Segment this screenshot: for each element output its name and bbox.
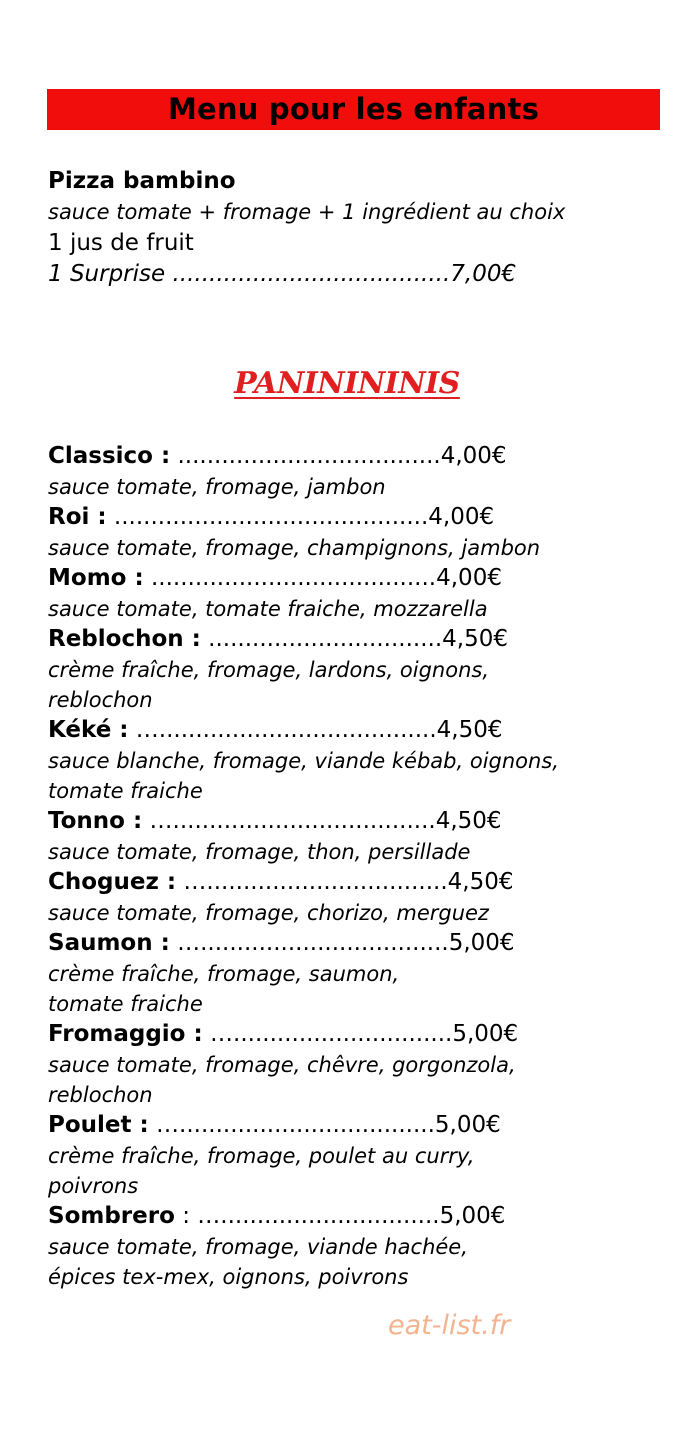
kids-menu-section xyxy=(48,166,668,290)
menu-item-price: …....................................4,50€ xyxy=(142,808,502,834)
menu-item xyxy=(48,715,678,746)
menu-item-price: ….................................4,50€ xyxy=(176,869,514,895)
menu-item xyxy=(48,563,678,594)
menu-item-name: Saumon : xyxy=(48,930,170,956)
menu-item xyxy=(48,502,678,533)
menu-item-description: sauce tomate, fromage, champignons, jambon xyxy=(48,536,541,560)
menu-item xyxy=(48,928,678,959)
menu-item-description: sauce blanche, fromage, viande kébab, oignons, xyxy=(48,749,559,773)
menu-item-name: Momo : xyxy=(48,565,144,591)
menu-item xyxy=(48,806,678,837)
menu-item xyxy=(48,624,678,655)
menu-item xyxy=(48,441,678,472)
menu-item-price: …..............................5,00€ xyxy=(202,1021,519,1047)
menu-item-price: …..................................5,00€ xyxy=(169,930,515,956)
menu-item xyxy=(48,1019,678,1050)
menu-item-description: sauce tomate, fromage, chêvre, gorgonzola, xyxy=(48,1053,516,1077)
menu-item-price: .......................................4,00€ xyxy=(143,565,502,591)
kids-menu-title: Menu pour les enfants xyxy=(167,92,540,126)
menu-item-description: sauce tomate, tomate fraiche, mozzarella xyxy=(48,597,488,621)
menu-item-description: poivrons xyxy=(48,1174,139,1198)
menu-item-price: …......................................4,50€ xyxy=(128,717,503,743)
kids-surprise-price: 1 Surprise ......................................7,00€ xyxy=(48,261,517,287)
kids-item-description: sauce tomate + fromage + 1 ingrédient au choix xyxy=(48,200,566,224)
menu-item-description: tomate fraiche xyxy=(48,992,203,1016)
menu-item-name: Fromaggio : xyxy=(48,1021,203,1047)
watermark: eat-list.fr xyxy=(388,1310,511,1341)
menu-item-name: Choguez : xyxy=(48,869,177,895)
kids-menu-banner xyxy=(47,89,660,130)
menu-item-description: reblochon xyxy=(48,688,153,712)
panini-list xyxy=(48,441,678,1292)
menu-item-price: ....................................4,00€ xyxy=(170,443,507,469)
menu-item-description: reblochon xyxy=(48,1083,153,1107)
menu-item-name: Tonno : xyxy=(48,808,143,834)
menu-item xyxy=(48,867,678,898)
menu-item-description: sauce tomate, fromage, chorizo, merguez xyxy=(48,901,489,925)
kids-drink: 1 jus de fruit xyxy=(48,230,194,256)
menu-item-name: Kéké : xyxy=(48,717,129,743)
menu-item-name: Roi : xyxy=(48,504,107,530)
menu-item-price: : …..............................5,00€ xyxy=(174,1203,506,1229)
menu-item-description: crème fraîche, fromage, saumon, xyxy=(48,962,400,986)
menu-item-description: sauce tomate, fromage, jambon xyxy=(48,475,386,499)
menu-item-description: crème fraîche, fromage, poulet au curry, xyxy=(48,1144,475,1168)
menu-item-description: sauce tomate, fromage, thon, persillade xyxy=(48,840,471,864)
menu-item-description: crème fraîche, fromage, lardons, oignons, xyxy=(48,658,490,682)
kids-item-name: Pizza bambino xyxy=(48,168,236,194)
menu-item-name: Sombrero xyxy=(48,1203,175,1229)
menu-item xyxy=(48,1110,678,1141)
menu-item-description: tomate fraiche xyxy=(48,779,203,803)
paninis-heading: PANINININIS xyxy=(234,366,460,401)
menu-item-price: ...........................................4,00€ xyxy=(106,504,495,530)
menu-item xyxy=(48,1201,678,1232)
menu-item-name: Poulet : xyxy=(48,1112,149,1138)
menu-item-price: …...................................5,00€ xyxy=(148,1112,501,1138)
menu-item-name: Reblochon : xyxy=(48,626,201,652)
menu-item-description: épices tex-mex, oignons, poivrons xyxy=(48,1265,409,1289)
menu-item-price: ................................4,50€ xyxy=(200,626,508,652)
menu-item-name: Classico : xyxy=(48,443,171,469)
menu-item-description: sauce tomate, fromage, viande hachée, xyxy=(48,1235,468,1259)
